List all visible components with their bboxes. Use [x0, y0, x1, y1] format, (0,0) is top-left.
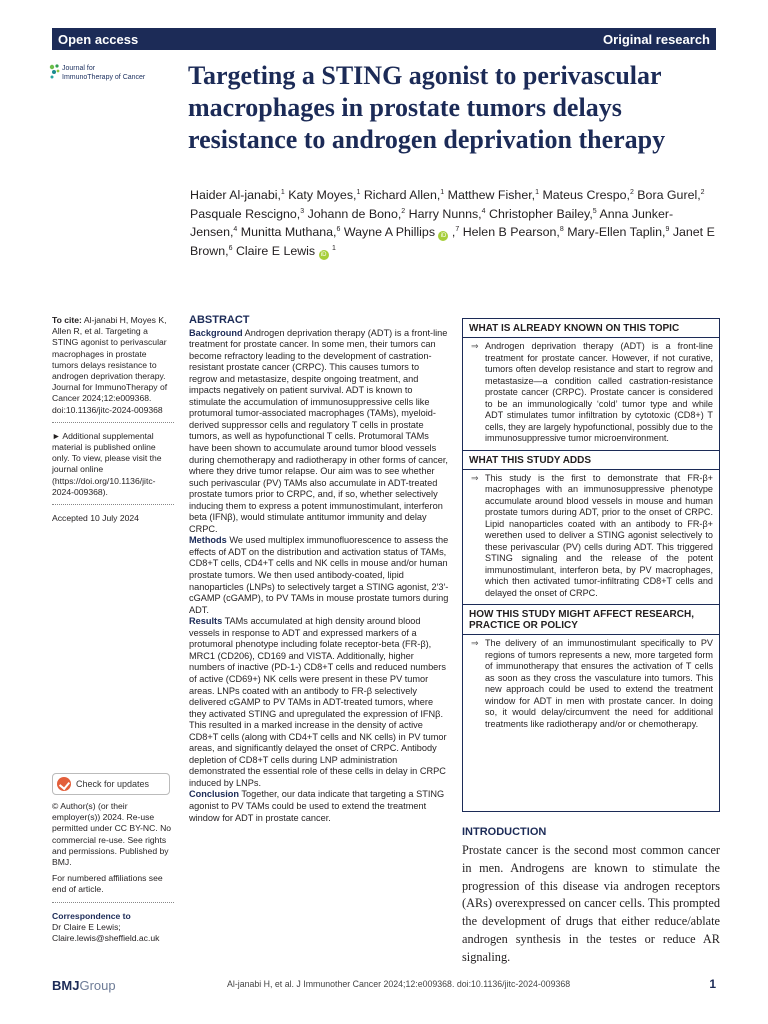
conclusion-label: Conclusion: [189, 789, 240, 800]
key-messages-box: [462, 318, 720, 812]
affect-heading: HOW THIS STUDY MIGHT AFFECT RESEARCH, PRACTICE OR POLICY: [463, 604, 719, 635]
accepted-date: Accepted 10 July 2024: [52, 513, 139, 524]
author-name: Richard Allen,: [363, 188, 441, 202]
bmj-logo-text: BMJ: [52, 978, 80, 993]
cite-label: To cite:: [52, 315, 82, 325]
author-name: Mateus Crespo,: [542, 188, 630, 202]
affiliation-number: 4: [233, 226, 238, 234]
orcid-icon[interactable]: iD: [438, 231, 448, 241]
known-heading: WHAT IS ALREADY KNOWN ON THIS TOPIC: [463, 319, 719, 338]
journal-logo-icon: [48, 63, 62, 81]
author-name: Munitta Muthana,: [240, 225, 337, 240]
article-title: Targeting a STING agonist to perivascular macrophages in prostate tumors delays resistance to androgen deprivation therapy: [188, 61, 666, 154]
author-name: Katy Moyes,: [288, 188, 357, 202]
page-footer: [52, 976, 716, 994]
affiliation-number: 1: [332, 245, 336, 253]
check-for-updates-label: Check for updates: [76, 779, 150, 789]
author-name: Claire E Lewis: [235, 244, 316, 259]
introduction-text: Prostate cancer is the second most common cancer in men. Androgens are known to stimulate the progression of this disease via androgen receptors (ARs) overexpressed on cancer cells. This prompted the development of drugs that either reduce/ablate androgen synthesis in the testes or reduce AR signaling.: [462, 843, 720, 964]
journal-logo-line1: Journal for: [62, 65, 96, 72]
copyright-block: [52, 801, 174, 944]
supplemental-note[interactable]: ► Additional supplemental material is published online only. To view, please visit the journal online (https://doi.org/10.1136/jitc-2024-009368).: [52, 430, 162, 497]
affiliation-number: 8: [559, 226, 564, 234]
abstract-background: [189, 328, 449, 536]
top-banner: [52, 28, 716, 50]
author-name: Janet E Brown,: [190, 225, 715, 259]
abstract-heading: ABSTRACT: [189, 314, 250, 326]
group-logo-text: Group: [79, 978, 116, 993]
correspondence-email[interactable]: Claire.lewis@sheffield.ac.uk: [52, 933, 160, 944]
arrow-icon: ⇒: [471, 472, 479, 483]
arrow-icon: ⇒: [471, 638, 479, 648]
affiliation-number: 1: [440, 189, 445, 196]
known-item: [463, 338, 719, 450]
correspondence-heading: Correspondence to: [52, 910, 131, 921]
copyright-text: © Author(s) (or their employer(s)) 2024. Re-use permitted under CC BY-NC. No commercial re-use. See rights and permissions. Published by BMJ.: [52, 801, 172, 868]
divider: [52, 504, 174, 505]
author-list: Haider Al-janabi,$^1$ Katy Moyes,$^1$ Richard Allen,$^1$ Matthew Fisher,$^1$ Mateus Crespo,$^2$ Bora Gurel,$^2$ Pasquale Rescigno,$^3$ Johann de Bono,$^2$ Harry Nunns,$^4$ Christopher Bailey,$^5$ Anna Junker-Jensen,$^4$ Munitta Muthana,$^6$ Wayne A Phillips iD ,$^7$ Helen B Pearson,$^8$ Mary-Ellen Taplin,$^9$ Janet E Brown,$^6$ Claire E Lewis iD $^1$: [190, 188, 715, 259]
affect-item: [463, 635, 719, 735]
check-updates-icon: [57, 777, 71, 791]
author-name: Anna Junker-Jensen,: [190, 206, 674, 240]
arrow-icon: ⇒: [471, 341, 479, 351]
adds-text: This study is the first to demonstrate that FR-β+ macrophages with an immunosuppressive phenotype accumulate around blood vessels in mouse and human prostate tumors during ADT, prior to the onset of CRPC. Lipid nanoparticles coated with an antibody to FR-β+ werethen used to deliver a STING agonist selectively to these perivascular (PV) cells during ADT. This triggered STING signaling and the release of the potent immunostimulant, interferon beta, by PV macrophages, which then activated tumor-infiltrating CD8+T cells and delayed the onset of CRPC.: [485, 472, 713, 598]
affiliation-number: 2: [629, 189, 634, 196]
journal-logo[interactable]: [48, 61, 178, 91]
abstract-conclusion: [189, 789, 449, 824]
abstract-methods: [189, 535, 449, 616]
correspondence-name: Dr Claire E Lewis;: [52, 921, 121, 932]
cite-block: [52, 315, 174, 524]
affiliation-number: 1: [356, 189, 361, 196]
adds-heading: WHAT THIS STUDY ADDS: [463, 450, 719, 470]
adds-item: [463, 470, 719, 605]
methods-label: Methods: [189, 535, 227, 546]
introduction-section: [462, 826, 720, 967]
author-name: Wayne A Phillips: [343, 225, 436, 240]
author-name: Matthew Fisher,: [447, 188, 536, 202]
affiliation-number: 1: [280, 189, 285, 196]
cite-text: [52, 315, 174, 416]
affiliation-number: 6: [336, 226, 341, 234]
results-label: Results: [189, 616, 223, 627]
numbered-affiliations-note: For numbered affiliations see end of article.: [52, 873, 163, 895]
affiliation-number: 9: [665, 226, 670, 234]
cite-body: Al-janabi H, Moyes K, Allen R, et al. Targeting a STING agonist to perivascular macrophages in prostate tumors delays resistance to androgen deprivation therapy. Journal for ImmunoTherapy of Cancer 2024;12:e009368. doi:10.1136/jitc-2024-009368: [52, 315, 168, 415]
author-name: Bora Gurel,: [637, 188, 701, 202]
affiliation-number: 1: [535, 189, 540, 196]
affiliation-number: 7: [455, 226, 460, 234]
abstract: [189, 315, 449, 824]
author-name: Helen B Pearson,: [462, 225, 560, 240]
author-name: Pasquale Rescigno,: [190, 206, 301, 221]
introduction-heading: INTRODUCTION: [462, 826, 547, 838]
journal-logo-line2: ImmunoTherapy of Cancer: [62, 74, 146, 81]
author-name: Johann de Bono,: [307, 206, 402, 221]
affiliation-number: 4: [481, 207, 486, 215]
footer-citation: Al-janabi H, et al. J Immunother Cancer 2024;12:e009368. doi:10.1136/jitc-2024-009368: [227, 979, 571, 989]
open-access-label: Open access: [58, 31, 139, 47]
orcid-icon[interactable]: iD: [319, 250, 329, 260]
background-text: Androgen deprivation therapy (ADT) is a front-line treatment for prostate cancer. In some men, their tumors can become refractory leading to the development of castration-resistant prostate cancer (CRPC). This causes tumors to regrow and metastasize, despite ongoing treatment, and impacts negatively on patient survival. ADT is known to stimulate the accumulation of immunosuppressive cells like protumoral tumor-associated macrophages (TAMs), myeloid-derived suppressor cells and regulatory T cells in prostate tumors, as well as hypofunctional T cells. Protumoral TAMs have been shown to accumulate around tumor blood vessels during chemotherapy and radiotherapy in other forms of cancer, where they drive tumor relapse. Our aim was to see whether such perivascular (PV) TAMs also accumulate in ADT-treated prostate tumors prior to CRPC, and, if so, whether selectively inducing them to express a potent immunostimulant, interferon beta (IFNβ), would stimulate antitumor immunity and delay CRPC.: [189, 327, 448, 534]
affiliation-number: 5: [592, 207, 597, 215]
affiliation-number: 2: [401, 207, 406, 215]
author-name: Mary-Ellen Taplin,: [567, 225, 666, 240]
author-name: Christopher Bailey,: [489, 206, 593, 221]
check-for-updates-button[interactable]: [52, 773, 170, 795]
affiliation-number: 2: [700, 189, 705, 196]
methods-text: We used multiplex immunofluorescence to assess the effects of ADT on the distribution and activation status of TAMs, CD8+T cells, CD4+T cells and NK cells in mouse and/or human prostate tumors. We then used antibody-coated, lipid nanoparticles (LNPs) to selectively target a STING agonist, 2′3′-cGAMP (cGAMP), to PV TAMs in mouse prostate tumors during ADT.: [189, 535, 449, 615]
author-name: Harry Nunns,: [408, 206, 482, 221]
affiliation-number: 3: [300, 207, 305, 215]
conclusion-text: Together, our data indicate that targeting a STING agonist to PV TAMs could be used to extend the treatment window for ADT in prostate cancer.: [189, 789, 445, 823]
author-name: Haider Al-janabi,: [190, 188, 281, 202]
known-text: Androgen deprivation therapy (ADT) is a front-line treatment for prostate cancer. However, if not curative, tumors often develop resistance and start to regrow and metastasize—a condition called castration-resistance prostate cancer (CRPC). Prostate cancer is considered to be an immunologically ‘cold’ tumor type and while ADT stimulates tumor infiltration by cytotoxic (CD8+) T cells, they are largely hypofunctional, possibly due to the immunosuppressive tumor microenvironment.: [485, 341, 713, 443]
page-number: 1: [709, 977, 716, 991]
affiliation-number: 6: [228, 245, 233, 253]
abstract-results: [189, 616, 449, 789]
affect-text: The delivery of an immunostimulant specifically to PV regions of tumors represents a new, more targeted form of immunotherapy that ensures the activation of T cells as soon as they cross the vasculature into tumors. This new approach could be used to extend the treatment window for ADT in men with prostate cancer. In doing so, it would delay/circumvent the need for additional treatments like radiotherapy and/or or chemotherapy.: [485, 638, 713, 729]
results-text: TAMs accumulated at high density around blood vessels in response to ADT and expressed markers of a protumoral phenotype including folate receptor-beta (FR-β), MRC1 (CD206), CD169 and VISTA. Additionally, higher numbers of inactive (PD-1-) CD8+T cells and reduced numbers of active (CD69+) NK cells were present in these PV tumor areas. LNPs coated with an antibody to FR-β selectively delivered cGAMP to PV TAMs in ADT-treated tumors, where they activated STING and upregulated the expression of IFNβ. This resulted in a marked increase in the density of active CD8+T cells (along with CD4+T cells and NK cells) in PV tumor areas, and significantly delayed the onset of CRPC. Antibody depletion of CD8+T cells during LNP administration demonstrated the essential role of these cells in delay in CRPC induced by LNPs.: [189, 616, 447, 788]
journal-logo-text: [62, 64, 145, 82]
background-label: Background: [189, 327, 243, 338]
bmj-group-logo[interactable]: [52, 978, 116, 993]
divider: [52, 902, 174, 903]
divider: [52, 422, 174, 423]
article-type-label: Original research: [603, 31, 710, 47]
